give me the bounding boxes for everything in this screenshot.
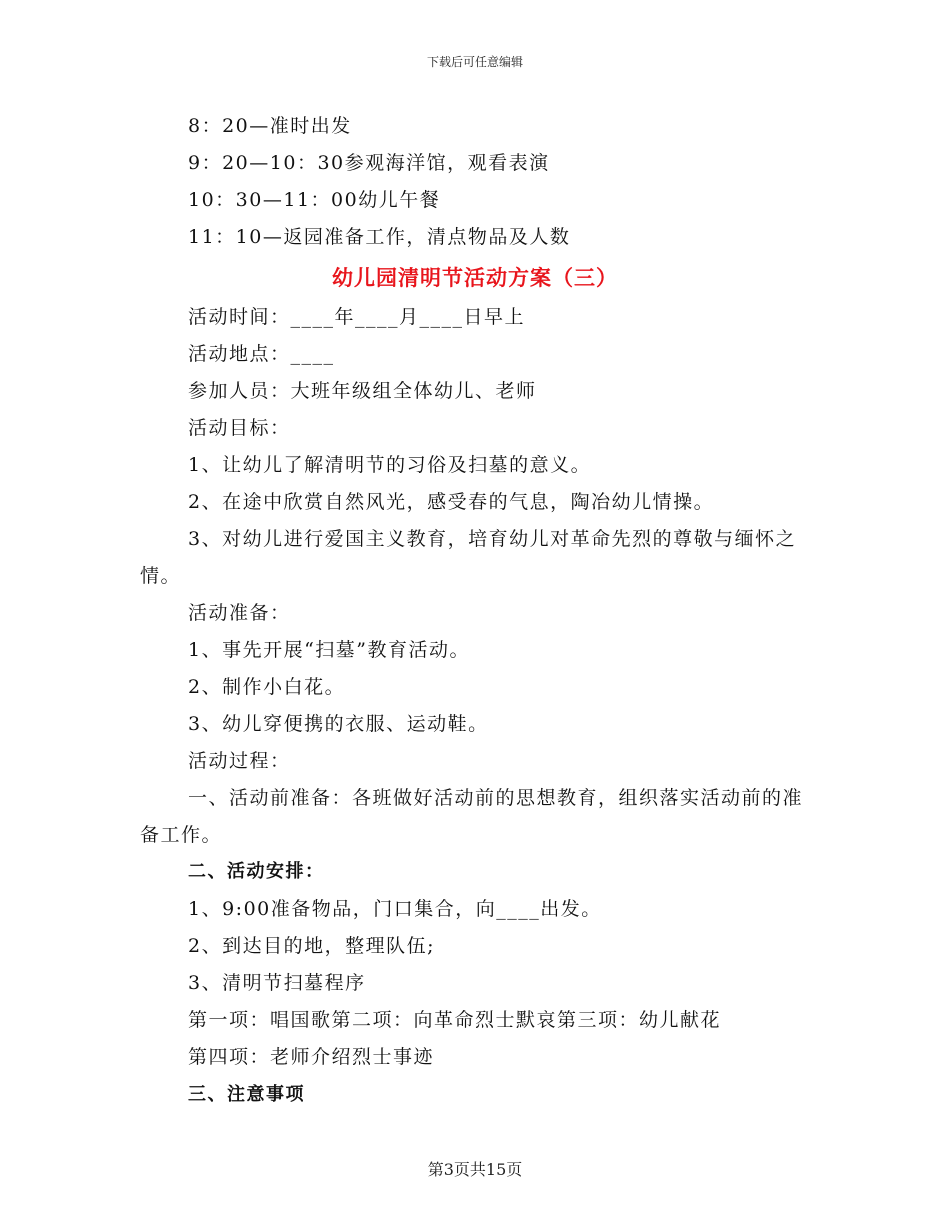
procedure-steps: 第一项：唱国歌第二项：向革命烈士默哀第三项：幼儿献花 (188, 1009, 722, 1031)
header-note: 下载后可任意编辑 (426, 55, 523, 69)
section-two-heading: 二、活动安排： (188, 861, 325, 882)
schedule-item: 8：20—准时出发 (188, 115, 352, 137)
arrangement-item: 2、到达目的地，整理队伍; (188, 935, 435, 957)
arrangement-item: 3、清明节扫墓程序 (188, 972, 366, 994)
section-three-heading: 三、注意事项 (188, 1084, 305, 1105)
schedule-item: 9：20—10：30参观海洋馆，观看表演 (188, 152, 550, 174)
goal-item: 3、对幼儿进行爱国主义教育，培育幼儿对革命先烈的尊敬与缅怀之情。 (140, 528, 797, 587)
prep-item: 2、制作小白花。 (188, 676, 346, 698)
prep-item: 3、幼儿穿便携的衣服、运动鞋。 (188, 713, 489, 735)
schedule-item: 10：30—11：00幼儿午餐 (188, 189, 441, 211)
goal-item: 2、在途中欣赏自然风光，感受春的气息，陶冶幼儿情操。 (188, 491, 715, 513)
schedule-item: 11：10—返园准备工作，清点物品及人数 (188, 226, 571, 248)
activity-place: 活动地点：____ (188, 343, 335, 365)
page-footer: 第3页共15页 (427, 1160, 523, 1179)
arrangement-item: 1、9:00准备物品，门口集合，向____出发。 (188, 898, 602, 920)
process-step-one: 一、活动前准备：各班做好活动前的思想教育，组织落实活动前的准备工作。 (140, 787, 804, 846)
prep-heading: 活动准备： (188, 602, 291, 624)
prep-item: 1、事先开展“扫墓”教育活动。 (188, 639, 471, 661)
activity-time: 活动时间：____年____月____日早上 (188, 306, 526, 328)
process-heading: 活动过程： (188, 750, 291, 772)
participants: 参加人员：大班年级组全体幼儿、老师 (188, 380, 537, 402)
goals-heading: 活动目标： (188, 417, 291, 439)
procedure-steps: 第四项：老师介绍烈士事迹 (188, 1046, 435, 1068)
document-title: 幼儿园清明节活动方案（三） (332, 266, 618, 290)
goal-item: 1、让幼儿了解清明节的习俗及扫墓的意义。 (188, 454, 592, 476)
